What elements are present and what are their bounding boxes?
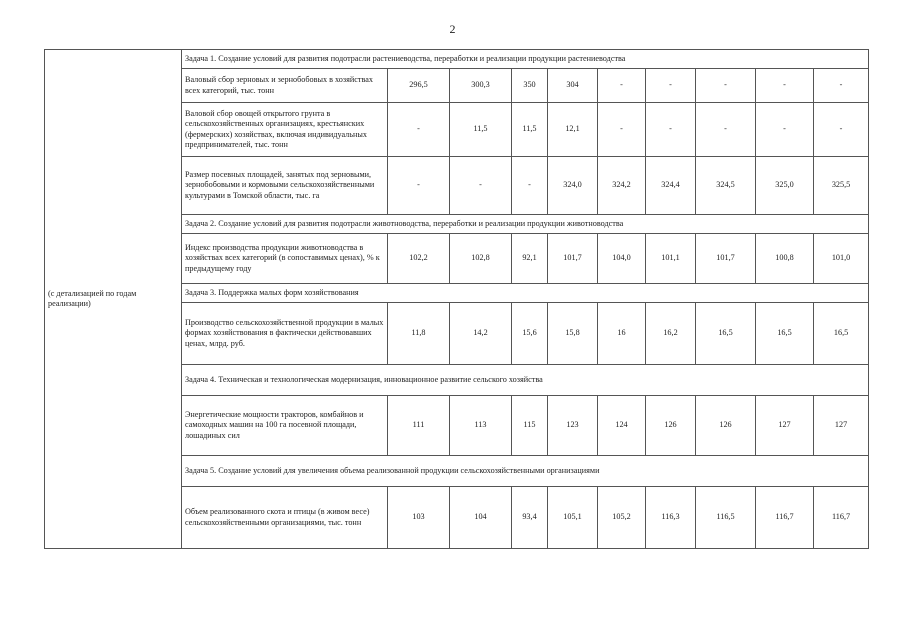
indicator-value: 12,1 [548,103,598,157]
task-heading: Задача 4. Техническая и технологическая модернизация, инновационное развитие сельского хозяйства [182,365,869,396]
indicator-value: 16,5 [814,303,869,365]
indicator-value: 15,8 [548,303,598,365]
indicator-value: - [512,157,548,215]
indicator-value: - [388,157,450,215]
indicator-value: 14,2 [450,303,512,365]
indicator-value: 296,5 [388,69,450,103]
indicator-value: 100,8 [756,234,814,284]
indicator-value: 111 [388,396,450,456]
indicator-value: - [814,69,869,103]
indicator-value: - [646,69,696,103]
indicator-value: 123 [548,396,598,456]
task-heading: Задача 3. Поддержка малых форм хозяйствования [182,284,869,303]
indicator-value: - [814,103,869,157]
indicator-value: 105,2 [598,487,646,549]
indicator-value: 324,4 [646,157,696,215]
indicator-value: 11,8 [388,303,450,365]
indicator-value: 102,8 [450,234,512,284]
indicator-value: 324,2 [598,157,646,215]
indicator-value: 116,3 [646,487,696,549]
indicator-value: 116,7 [756,487,814,549]
indicator-value: 102,2 [388,234,450,284]
page-number: 2 [449,22,456,36]
indicator-value: - [696,103,756,157]
task-heading: Задача 5. Создание условий для увеличения объема реализованной продукции сельскохозяйственными организациями [182,456,869,487]
indicator-value: 16,2 [646,303,696,365]
indicator-value: 127 [814,396,869,456]
indicator-value: 101,7 [548,234,598,284]
indicator-value: 126 [646,396,696,456]
indicator-value: 101,1 [646,234,696,284]
indicator-value: 103 [388,487,450,549]
indicator-value: 16,5 [696,303,756,365]
indicator-value: 116,7 [814,487,869,549]
indicator-value: 124 [598,396,646,456]
indicator-value: - [756,69,814,103]
indicator-value: 324,0 [548,157,598,215]
indicator-value: 101,0 [814,234,869,284]
indicator-value: 116,5 [696,487,756,549]
indicator-value: - [696,69,756,103]
indicator-value: 101,7 [696,234,756,284]
indicator-value: - [598,103,646,157]
indicator-name: Энергетические мощности тракторов, комбайнов и самоходных машин на 100 га посевной площади, лошадиных сил [182,396,388,456]
indicator-name: Валовый сбор зерновых и зернобобовых в хозяйствах всех категорий, тыс. тонн [182,69,388,103]
indicator-value: 325,5 [814,157,869,215]
indicator-value: 11,5 [512,103,548,157]
indicator-value: 11,5 [450,103,512,157]
task-row [45,50,869,69]
indicator-name: Валовой сбор овощей открытого грунта в сельскохозяйственных организациях, крестьянских (фермерских) хозяйствах, включая индивидуальных предпринимателей, тыс. тонн [182,103,388,157]
indicator-value: 16 [598,303,646,365]
indicator-value: 113 [450,396,512,456]
task-heading: Задача 2. Создание условий для развития подотрасли животноводства, переработки и реализации продукции животноводства [182,215,869,234]
indicator-value: 15,6 [512,303,548,365]
indicator-name: Производство сельскохозяйственной продукции в малых формах хозяйствования в фактически действовавших ценах, млрд. руб. [182,303,388,365]
side-label: (с детализацией по годам реализации) [45,50,182,549]
indicator-name: Объем реализованного скота и птицы (в живом весе) сельскохозяйственными организациями, тыс. тонн [182,487,388,549]
indicator-value: 350 [512,69,548,103]
indicator-value: 92,1 [512,234,548,284]
indicator-value: 93,4 [512,487,548,549]
indicator-value: 16,5 [756,303,814,365]
indicator-value: 304 [548,69,598,103]
indicator-name: Размер посевных площадей, занятых под зерновыми, зернобобовыми и кормовыми сельскохозяйственными культурами в Томской области, тыс. га [182,157,388,215]
indicator-value: - [450,157,512,215]
indicator-name: Индекс производства продукции животноводства в хозяйствах всех категорий (в сопоставимых ценах), % к предыдущему году [182,234,388,284]
indicator-value: - [646,103,696,157]
indicator-value: 126 [696,396,756,456]
indicator-value: 127 [756,396,814,456]
indicator-value: 104 [450,487,512,549]
indicator-value: 105,1 [548,487,598,549]
indicator-value: - [598,69,646,103]
indicator-value: 104,0 [598,234,646,284]
indicator-value: 300,3 [450,69,512,103]
task-heading: Задача 1. Создание условий для развития подотрасли растениеводства, переработки и реализации продукции растениеводства [182,50,869,69]
indicator-value: 115 [512,396,548,456]
indicator-value: - [756,103,814,157]
indicator-value: - [388,103,450,157]
indicator-value: 325,0 [756,157,814,215]
indicators-table [44,49,869,549]
indicator-value: 324,5 [696,157,756,215]
